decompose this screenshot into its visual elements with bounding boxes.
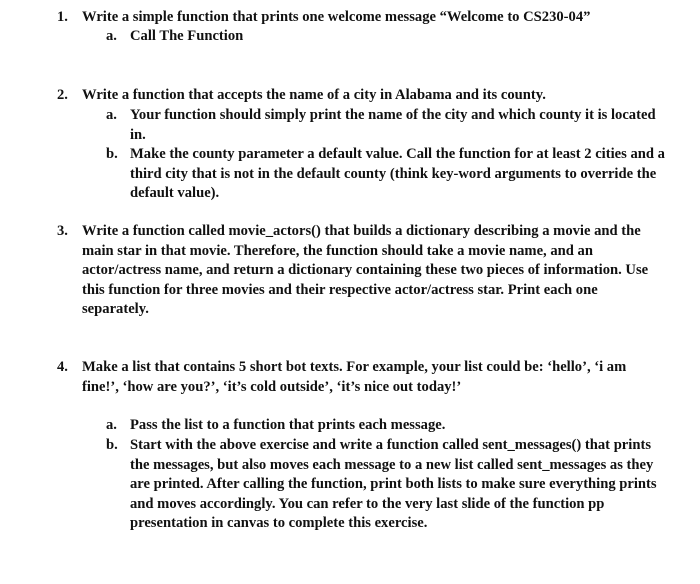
question-number: 1. [57, 9, 68, 25]
question-text: Make a list that contains 5 short bot texts. For example, your list could be: ‘hello’, ‘i am fine!’, ‘how are you?’, ‘it’s cold outside’, ‘it’s nice out today!’ [82, 359, 627, 395]
subitem-text: Pass the list to a function that prints each message. [130, 417, 446, 433]
subitem-text: Your function should simply print the name of the city and which county it is located in. [130, 107, 656, 143]
question-text: Write a simple function that prints one welcome message “Welcome to CS230-04” [82, 9, 591, 25]
subitem-text: Call The Function [130, 28, 244, 44]
question-number: 2. [57, 87, 68, 103]
question-number: 3. [57, 223, 68, 239]
subitem-letter: a. [106, 417, 117, 433]
subitem-text: Start with the above exercise and write a function called sent_messages() that prints the messages, but also moves each message to a new list called sent_messages as they are printed. After calling the function, print both lists to make sure everything prints and moves accordingly. You can refer to the very last slide of the function pp presentation in canvas to complete this exercise. [130, 437, 657, 531]
subitem-letter: a. [106, 107, 117, 123]
subitem-letter: a. [106, 28, 117, 44]
question-number: 4. [57, 359, 68, 375]
subitem-text: Make the county parameter a default value. Call the function for at least 2 cities and a third city that is not in the default county (think key-word arguments to override the default value). [130, 146, 665, 201]
subitem-letter: b. [106, 437, 118, 453]
question-text: Write a function that accepts the name of a city in Alabama and its county. [82, 87, 546, 103]
subitem-letter: b. [106, 146, 118, 162]
question-text: Write a function called movie_actors() that builds a dictionary describing a movie and the main star in that movie. Therefore, the function should take a movie name, and an actor/actress name, and return a dictionary containing these two pieces of information. Use this function for three movies and their respective actor/actress star. Print each one separately. [82, 223, 649, 317]
